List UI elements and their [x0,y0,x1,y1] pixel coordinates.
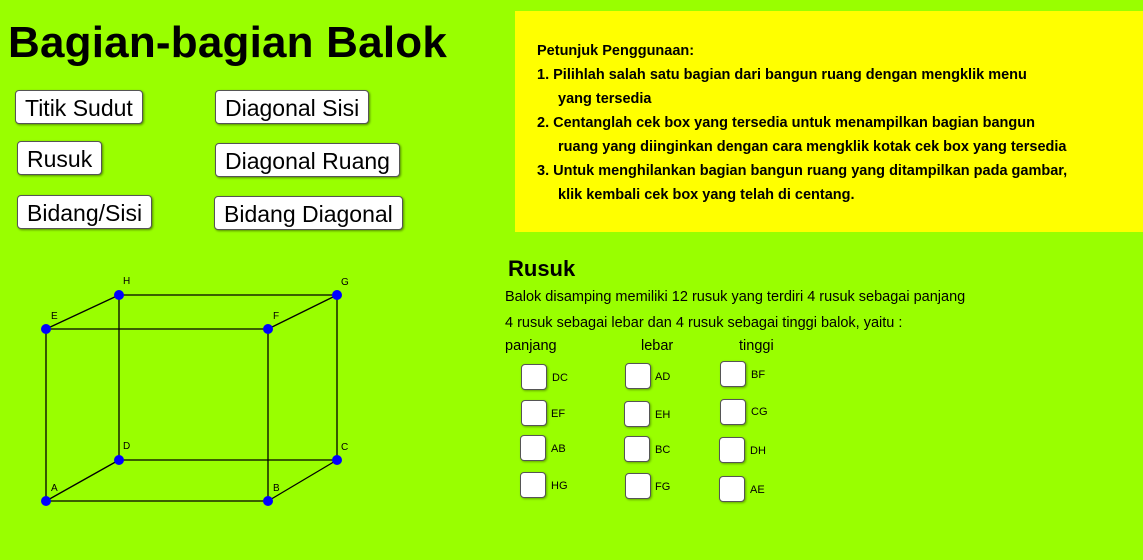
vertex-f[interactable] [263,324,273,334]
checkbox-label-eh: EH [655,409,671,421]
checkbox-dc[interactable] [521,364,547,390]
vertex-b[interactable] [263,496,273,506]
checkbox-ef[interactable] [521,400,547,426]
vertex-c[interactable] [332,455,342,465]
section-description-2: 4 rusuk sebagai lebar dan 4 rusuk sebagai tinggi balok, yaitu : [505,315,903,331]
checkbox-ab[interactable] [520,435,546,461]
checkbox-dh[interactable] [719,437,745,463]
checkbox-label-bc: BC [655,444,671,456]
checkbox-eh[interactable] [624,401,650,427]
vertex-h[interactable] [114,290,124,300]
vertex-g[interactable] [332,290,342,300]
checkbox-fg[interactable] [625,473,651,499]
vertex-label-c: C [341,442,349,453]
section-title: Rusuk [508,256,576,281]
vertex-label-g: G [341,277,349,288]
edge-da [46,460,119,501]
vertex-e[interactable] [41,324,51,334]
column-header-panjang: panjang [505,338,557,354]
vertex-label-d: D [123,441,131,452]
vertex-label-e: E [51,311,58,322]
titik-sudut-button[interactable]: Titik Sudut [15,90,143,124]
checkbox-label-fg: FG [655,481,671,493]
checkbox-ad[interactable] [625,363,651,389]
checkbox-bf[interactable] [720,361,746,387]
vertex-d[interactable] [114,455,124,465]
checkbox-label-dc: DC [552,372,568,384]
instruction-step-1: 1. Pilihlah salah satu bagian dari bangun ruang dengan mengklik menu [537,67,1027,83]
column-header-lebar: lebar [641,338,674,354]
instruction-step-3-cont: klik kembali cek box yang telah di centang. [558,187,855,203]
diagonal-ruang-button[interactable]: Diagonal Ruang [215,143,400,177]
rusuk-button[interactable]: Rusuk [17,141,102,175]
vertex-label-b: B [273,483,280,494]
cuboid-figure [0,0,520,560]
bidang-sisi-button[interactable]: Bidang/Sisi [17,195,152,229]
checkbox-label-cg: CG [751,406,768,418]
checkbox-hg[interactable] [520,472,546,498]
instruction-step-1-cont: yang tersedia [558,91,652,107]
checkbox-ae[interactable] [719,476,745,502]
vertex-label-a: A [51,483,58,494]
checkbox-label-bf: BF [751,369,766,381]
checkbox-label-ef: EF [551,408,566,420]
page-title: Bagian-bagian Balok [8,18,447,67]
instruction-step-2: 2. Centanglah cek box yang tersedia untuk menampilkan bagian bangun [537,115,1035,131]
checkbox-label-hg: HG [551,480,568,492]
vertex-label-h: H [123,276,131,287]
checkbox-label-ad: AD [655,371,671,383]
diagonal-sisi-button[interactable]: Diagonal Sisi [215,90,369,124]
checkbox-label-ab: AB [551,443,566,455]
bidang-diagonal-button[interactable]: Bidang Diagonal [214,196,403,230]
section-description-1: Balok disamping memiliki 12 rusuk yang terdiri 4 rusuk sebagai panjang [505,289,966,305]
vertex-label-f: F [273,311,280,322]
instruction-step-2-cont: ruang yang diinginkan dengan cara mengklik kotak cek box yang tersedia [558,139,1067,155]
checkbox-cg[interactable] [720,399,746,425]
checkbox-label-dh: DH [750,445,766,457]
instructions-panel [515,11,1143,232]
vertex-a[interactable] [41,496,51,506]
instruction-step-3: 3. Untuk menghilankan bagian bangun ruang yang ditampilkan pada gambar, [537,163,1068,179]
checkbox-bc[interactable] [624,436,650,462]
edge-bc [268,460,337,501]
instructions-heading: Petunjuk Penggunaan: [537,43,695,59]
checkbox-label-ae: AE [750,484,765,496]
column-header-tinggi: tinggi [739,338,774,354]
